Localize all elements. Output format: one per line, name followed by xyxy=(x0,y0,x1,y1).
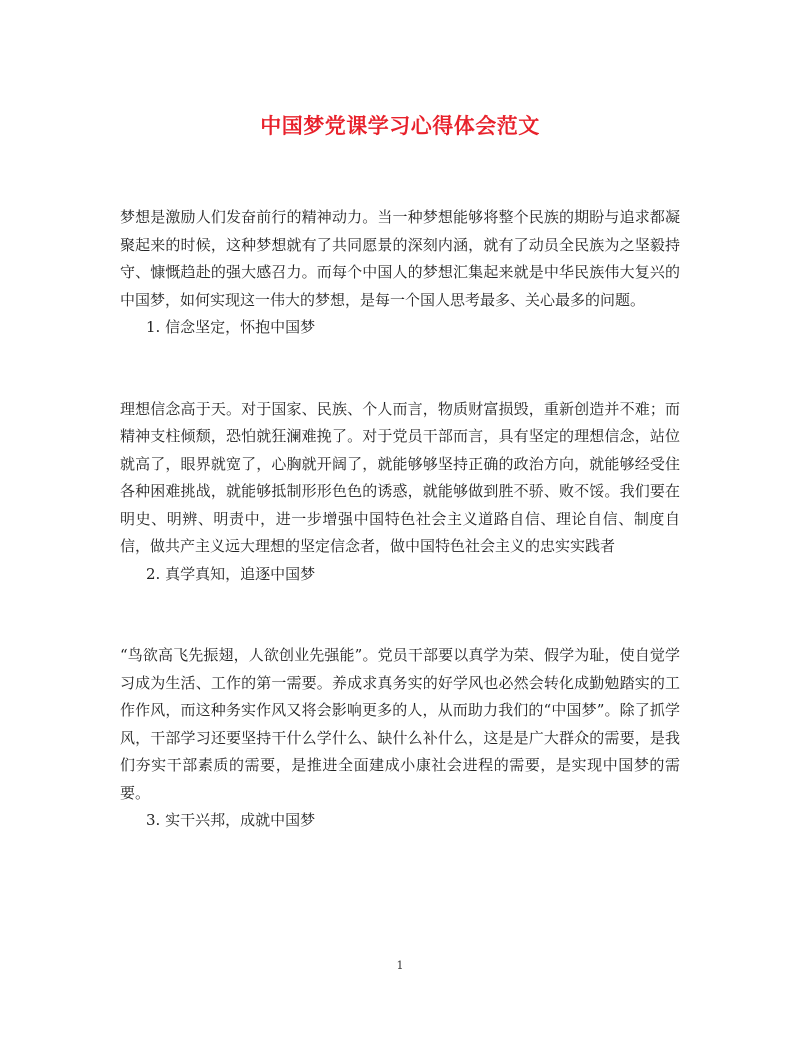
section-body-1: 理想信念高于天。对于国家、民族、个人而言，物质财富损毁，重新创造并不难；而精神支柱倾颓，恐怕就狂澜难挽了。对于党员干部而言，具有坚定的理想信念，站位就高了，眼界就宽了，心胸就开阔了，就能够够坚持正确的政治方向，就能够经受住各种困难挑战，就能够抵制形形色色的诱惑，就能够做到胜不骄、败不馁。我们要在明史、明辨、明责中，进一步增强中国特色社会主义道路自信、理论自信、制度自信，做共产主义远大理想的坚定信念者，做中国特色社会主义的忠实实践者 xyxy=(120,399,680,555)
section-gap xyxy=(120,588,680,642)
intro-paragraph: 梦想是激励人们发奋前行的精神动力。当一种梦想能够将整个民族的期盼与追求都凝聚起来的时候，这种梦想就有了共同愿景的深刻内涵，就有了动员全民族为之坚毅持守、慷慨趋赴的强大感召力。而每个中国人的梦想汇集起来就是中华民族伟大复兴的中国梦，如何实现这一伟大的梦想，是每一个国人思考最多、关心最多的问题。 xyxy=(120,208,680,309)
section-heading-2: 2. 真学真知，追逐中国梦 xyxy=(146,564,316,583)
section-heading-1: 1. 信念坚定，怀抱中国梦 xyxy=(146,318,316,336)
document-body xyxy=(120,204,680,835)
section-heading-3: 3. 实干兴邦，成就中国梦 xyxy=(146,811,316,829)
document-title: 中国梦党课学习心得体会范文 xyxy=(260,113,540,138)
section-body-2: “鸟欲高飞先振翅，人欲创业先强能”。党员干部要以真学为荣、假学为耻，使自觉学习成为生活、工作的第一需要。养成求真务实的好学风也必然会转化成勤勉踏实的工作作风，而这种务实作风又将会影响更多的人，从而助力我们的“中国梦”。除了抓学风，干部学习还要坚持干什么学什么、缺什么补什么，这是是广大群众的需要，是我们夯实干部素质的需要，是推进全面建成小康社会进程的需要，是实现中国梦的需要。 xyxy=(120,646,680,802)
page-number: 1 xyxy=(396,959,404,972)
section-gap xyxy=(120,342,680,396)
